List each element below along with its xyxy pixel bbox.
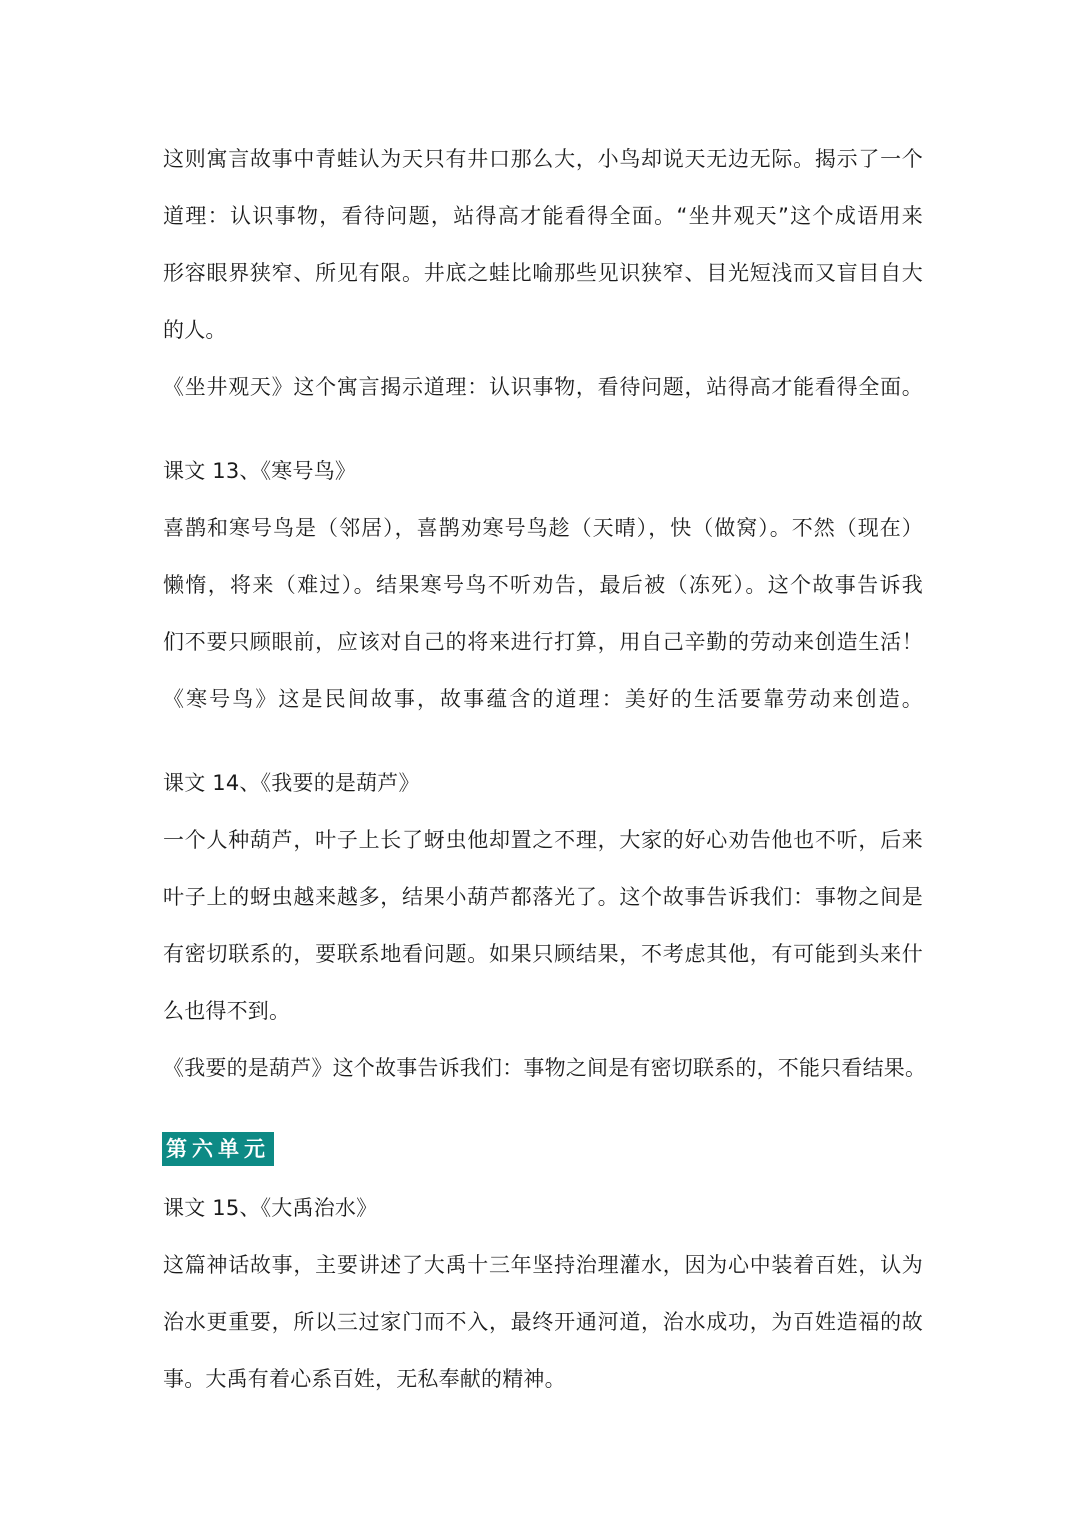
paragraph-line: 们不要只顾眼前，应该对自己的将来进行打算，用自己辛勤的劳动来创造生活！ (163, 630, 923, 654)
lesson-13-title: 课文 13、《寒号鸟》 (163, 459, 357, 483)
paragraph-line: 这则寓言故事中青蛙认为天只有井口那么大，小鸟却说天无边无际。揭示了一个 (163, 147, 923, 171)
paragraph-line: 道理：认识事物，看待问题，站得高才能看得全面。“坐井观天”这个成语用来 (163, 204, 923, 228)
paragraph-line: 这篇神话故事，主要讲述了大禹十三年坚持治理灌水，因为心中装着百姓，认为 (163, 1253, 923, 1277)
paragraph-line: 形容眼界狭窄、所见有限。井底之蛙比喻那些见识狭窄、目光短浅而又盲目自大 (163, 261, 923, 285)
summary-line: 《坐井观天》这个寓言揭示道理：认识事物，看待问题，站得高才能看得全面。 (163, 375, 923, 399)
lesson-14-title: 课文 14、《我要的是葫芦》 (163, 771, 420, 795)
summary-line: 《我要的是葫芦》这个故事告诉我们：事物之间是有密切联系的，不能只看结果。 (163, 1056, 927, 1080)
paragraph-line: 懒惰，将来（难过）。结果寒号鸟不听劝告，最后被（冻死）。这个故事告诉我 (163, 573, 923, 597)
paragraph-line: 有密切联系的，要联系地看问题。如果只顾结果，不考虑其他，有可能到头来什 (163, 942, 923, 966)
paragraph-line: 么也得不到。 (163, 999, 291, 1023)
paragraph-line: 叶子上的蚜虫越来越多，结果小葫芦都落光了。这个故事告诉我们：事物之间是 (163, 885, 923, 909)
paragraph-line: 事。大禹有着心系百姓，无私奉献的精神。 (163, 1367, 566, 1391)
paragraph-line: 的人。 (163, 318, 227, 342)
paragraph-line: 一个人种葫芦，叶子上长了蚜虫他却置之不理，大家的好心劝告他也不听，后来 (163, 828, 923, 852)
summary-line: 《寒号鸟》这是民间故事，故事蕴含的道理：美好的生活要靠劳动来创造。 (163, 687, 923, 711)
paragraph-line: 喜鹊和寒号鸟是（邻居），喜鹊劝寒号鸟趁（天晴），快（做窝）。不然（现在） (163, 516, 923, 540)
unit-heading-badge: 第六单元 (162, 1132, 274, 1166)
paragraph-line: 治水更重要，所以三过家门而不入，最终开通河道，治水成功，为百姓造福的故 (163, 1310, 923, 1334)
lesson-15-title: 课文 15、《大禹治水》 (163, 1196, 378, 1220)
